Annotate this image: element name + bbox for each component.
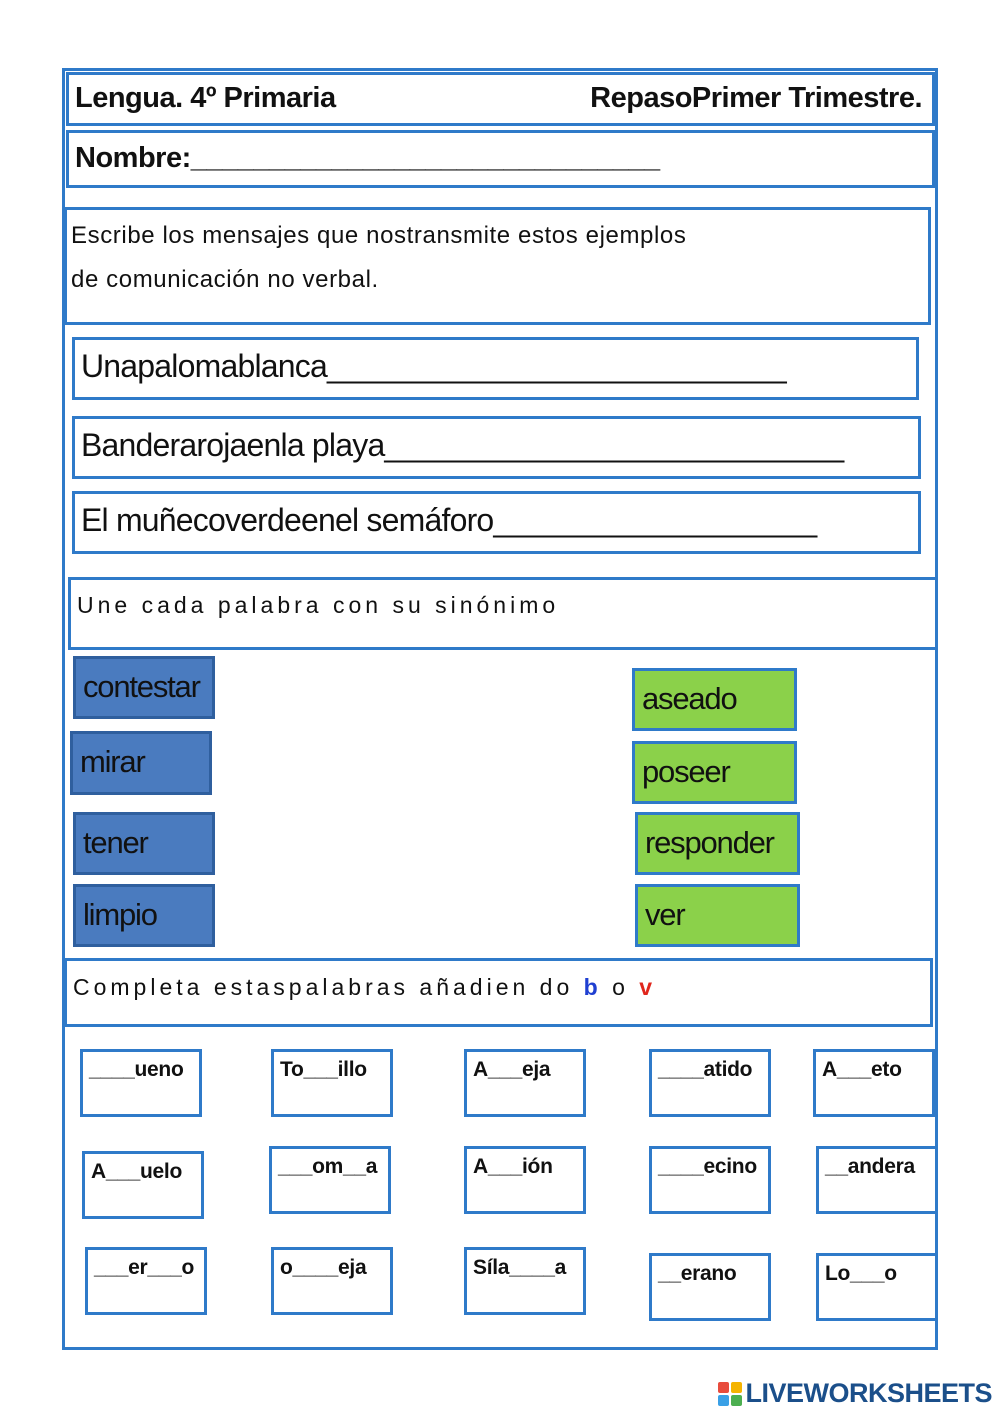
word-ver[interactable]: ver (635, 884, 800, 947)
liveworksheets-logo (717, 1378, 992, 1409)
liveworksheets-logo-icon (717, 1381, 743, 1407)
word-aseado[interactable]: aseado (632, 668, 797, 731)
fill-box[interactable]: To___illo (271, 1049, 393, 1117)
instruction-box-3 (64, 958, 933, 1027)
sentence-paloma: Unapalomablanca___________________________ (81, 348, 786, 384)
sentence-bandera: Banderarojaenla playa___________________________ (81, 427, 844, 463)
fill-box[interactable]: A___eja (464, 1049, 586, 1117)
answer-box-1[interactable] (72, 337, 919, 400)
word-responder[interactable]: responder (635, 812, 800, 875)
sentence-semaforo: El muñecoverdeenel semáforo___________________ (81, 502, 817, 538)
fill-box[interactable]: A___uelo (82, 1151, 204, 1219)
answer-box-3[interactable] (72, 491, 921, 554)
word-contestar[interactable]: contestar (73, 656, 215, 719)
fill-box[interactable]: o____eja (271, 1247, 393, 1315)
name-field[interactable]: Nombre:______________________________ (75, 142, 660, 174)
fill-box[interactable]: ___er___o (85, 1247, 207, 1315)
word-limpio[interactable]: limpio (73, 884, 215, 947)
word-poseer[interactable]: poseer (632, 741, 797, 804)
fill-box[interactable]: A___eto (813, 1049, 935, 1117)
instruction-1-line1: Escribe los mensajes que nostransmite estos ejemplos (71, 222, 687, 249)
instruction-3-text: Completa estaspalabras añadien do (73, 974, 584, 1000)
fill-box[interactable]: A___ión (464, 1146, 586, 1214)
name-box (66, 130, 935, 188)
header-box (66, 72, 935, 126)
letter-v: v (639, 974, 657, 1000)
fill-box[interactable]: ____ueno (80, 1049, 202, 1117)
fill-box[interactable]: __andera (816, 1146, 938, 1214)
unit-label: RepasoPrimer Trimestre. (590, 82, 922, 114)
instruction-3 (73, 974, 656, 1001)
fill-box[interactable]: Lo___o (816, 1253, 938, 1321)
instruction-box-2 (68, 577, 938, 650)
subject-label: Lengua. 4º Primaria (75, 82, 336, 114)
word-tener[interactable]: tener (73, 812, 215, 875)
fill-box[interactable]: ___om__a (269, 1146, 391, 1214)
letter-b: b (583, 974, 602, 1000)
instruction-2: Une cada palabra con su sinónimo (77, 592, 560, 618)
fill-box[interactable]: ____atido (649, 1049, 771, 1117)
instruction-box-1 (64, 207, 931, 325)
fill-box[interactable]: Síla____a (464, 1247, 586, 1315)
fill-box[interactable]: __erano (649, 1253, 771, 1321)
instruction-1-line2: de comunicación no verbal. (71, 266, 379, 293)
answer-box-2[interactable] (72, 416, 921, 479)
word-mirar[interactable]: mirar (70, 731, 212, 795)
instruction-3-middle: o (601, 974, 640, 1000)
liveworksheets-logo-text: LIVEWORKSHEETS (745, 1378, 992, 1408)
fill-box[interactable]: ____ecino (649, 1146, 771, 1214)
